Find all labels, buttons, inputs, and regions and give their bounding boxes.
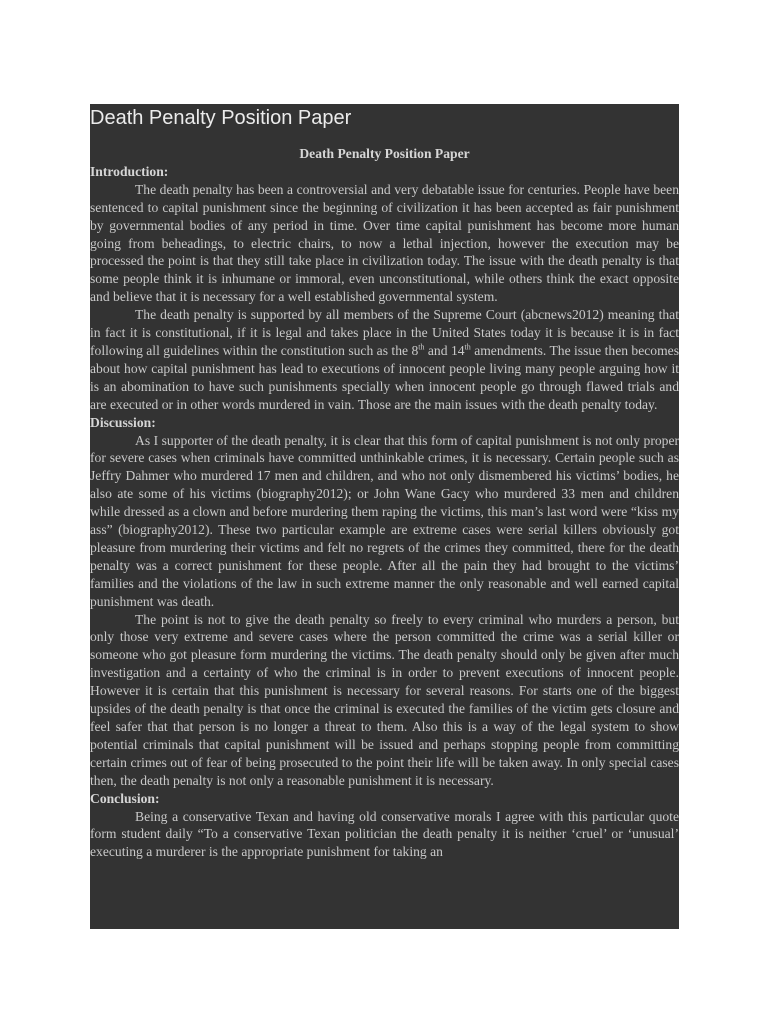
discussion-paragraph-1: As I supporter of the death penalty, it is clear that this form of capital punishment is not only proper for severe cases when criminals have committed unthinkable crimes, it is necessary. Certain people such as Jeffry Dahmer who murdered 17 men and children, and who not only dismembered his victims’ bodies, he also ate some of his victims (biography2012); or John Wane Gacy who murdered 33 men and children while dressed as a clown and before murdering them raping the victims, this man’s last word were “kiss my ass” (biography2012). These two particular example are extreme cases were serial killers obviously got pleasure from murdering their victims and felt no regrets of the crimes they committed, there for the death penalty was a correct punishment for these people. After all the pain they had brought to the victims’ families and the violations of the law in such extreme manner the only reasonable and well earned capital punishment was death. bbox=[90, 432, 679, 609]
intro-p2-text-c: amendments. The issue then becomes about how capital punishment has lead to executions of innocent people living many people arguing how it is an abomination to have such punishments specially when innocent people go through flawed trials and are executed or in other words murdered in vain. Those are the main issues with the death penalty today. bbox=[90, 342, 679, 412]
intro-p2-text-b: and 14 bbox=[424, 342, 465, 358]
paper-title: Death Penalty Position Paper bbox=[299, 146, 470, 161]
intro-p2-sup-2: th bbox=[464, 342, 471, 352]
discussion-paragraph-2: The point is not to give the death penalty so freely to every criminal who murders a person, but only those very extreme and severe cases where the person committed the crime was a serial killer or someone who got pleasure form murdering the victims. The death penalty should only be given after much investigation and a certainty of who the criminal is in order to prevent executions of innocent people. However it is certain that this punishment is necessary for several reasons. For starts one of the biggest upsides of the death penalty is that once the criminal is executed the families of the victim gets closure and feel safer that that person is no longer a threat to them. Also this is a way of the legal system to show potential criminals that capital punishment will be issued and perhaps stopping people from committing certain crimes out of fear of being prosecuted to the point their life will be taken away. In only special cases then, the death penalty is not only a reasonable punishment it is necessary. bbox=[90, 611, 679, 788]
introduction-paragraph-1: The death penalty has been a controversial and very debatable issue for centuries. People have been sentenced to capital punishment since the beginning of civilization it has been accepted as fair punishment by governmental bodies of any period in time. Over time capital punishment has become more human going from beheadings, to electric chairs, to now a lethal injection, however the execution may be processed the point is that they still take place in civilization today. The issue with the death penalty is that some people think it is inhumane or immoral, even unconstitutional, while others think the exact opposite and believe that it is necessary for a well established governmental system. bbox=[90, 181, 679, 305]
conclusion-paragraph-1: Being a conservative Texan and having old conservative morals I agree with this particular quote form student daily “To a conservative Texan politician the death penalty it is neither ‘cruel’ or ‘unusual’ executing a murderer is the appropriate punishment for taking an bbox=[90, 808, 679, 860]
document-body bbox=[90, 145, 679, 861]
document-title: Death Penalty Position Paper bbox=[90, 107, 352, 129]
document-page bbox=[90, 104, 679, 929]
discussion-heading: Discussion: bbox=[90, 414, 156, 430]
intro-p2-text-a: The death penalty is supported by all members of the Supreme Court (abcnews2012) meaning that in fact it is constitutional, if it is legal and takes place in the United States today it is because it is in fact following all guidelines within the constitution such as the 8 bbox=[90, 307, 679, 358]
introduction-paragraph-2 bbox=[90, 306, 679, 413]
introduction-heading: Introduction: bbox=[90, 163, 169, 179]
conclusion-heading: Conclusion: bbox=[90, 790, 160, 806]
intro-p2-sup-1: th bbox=[418, 342, 425, 352]
